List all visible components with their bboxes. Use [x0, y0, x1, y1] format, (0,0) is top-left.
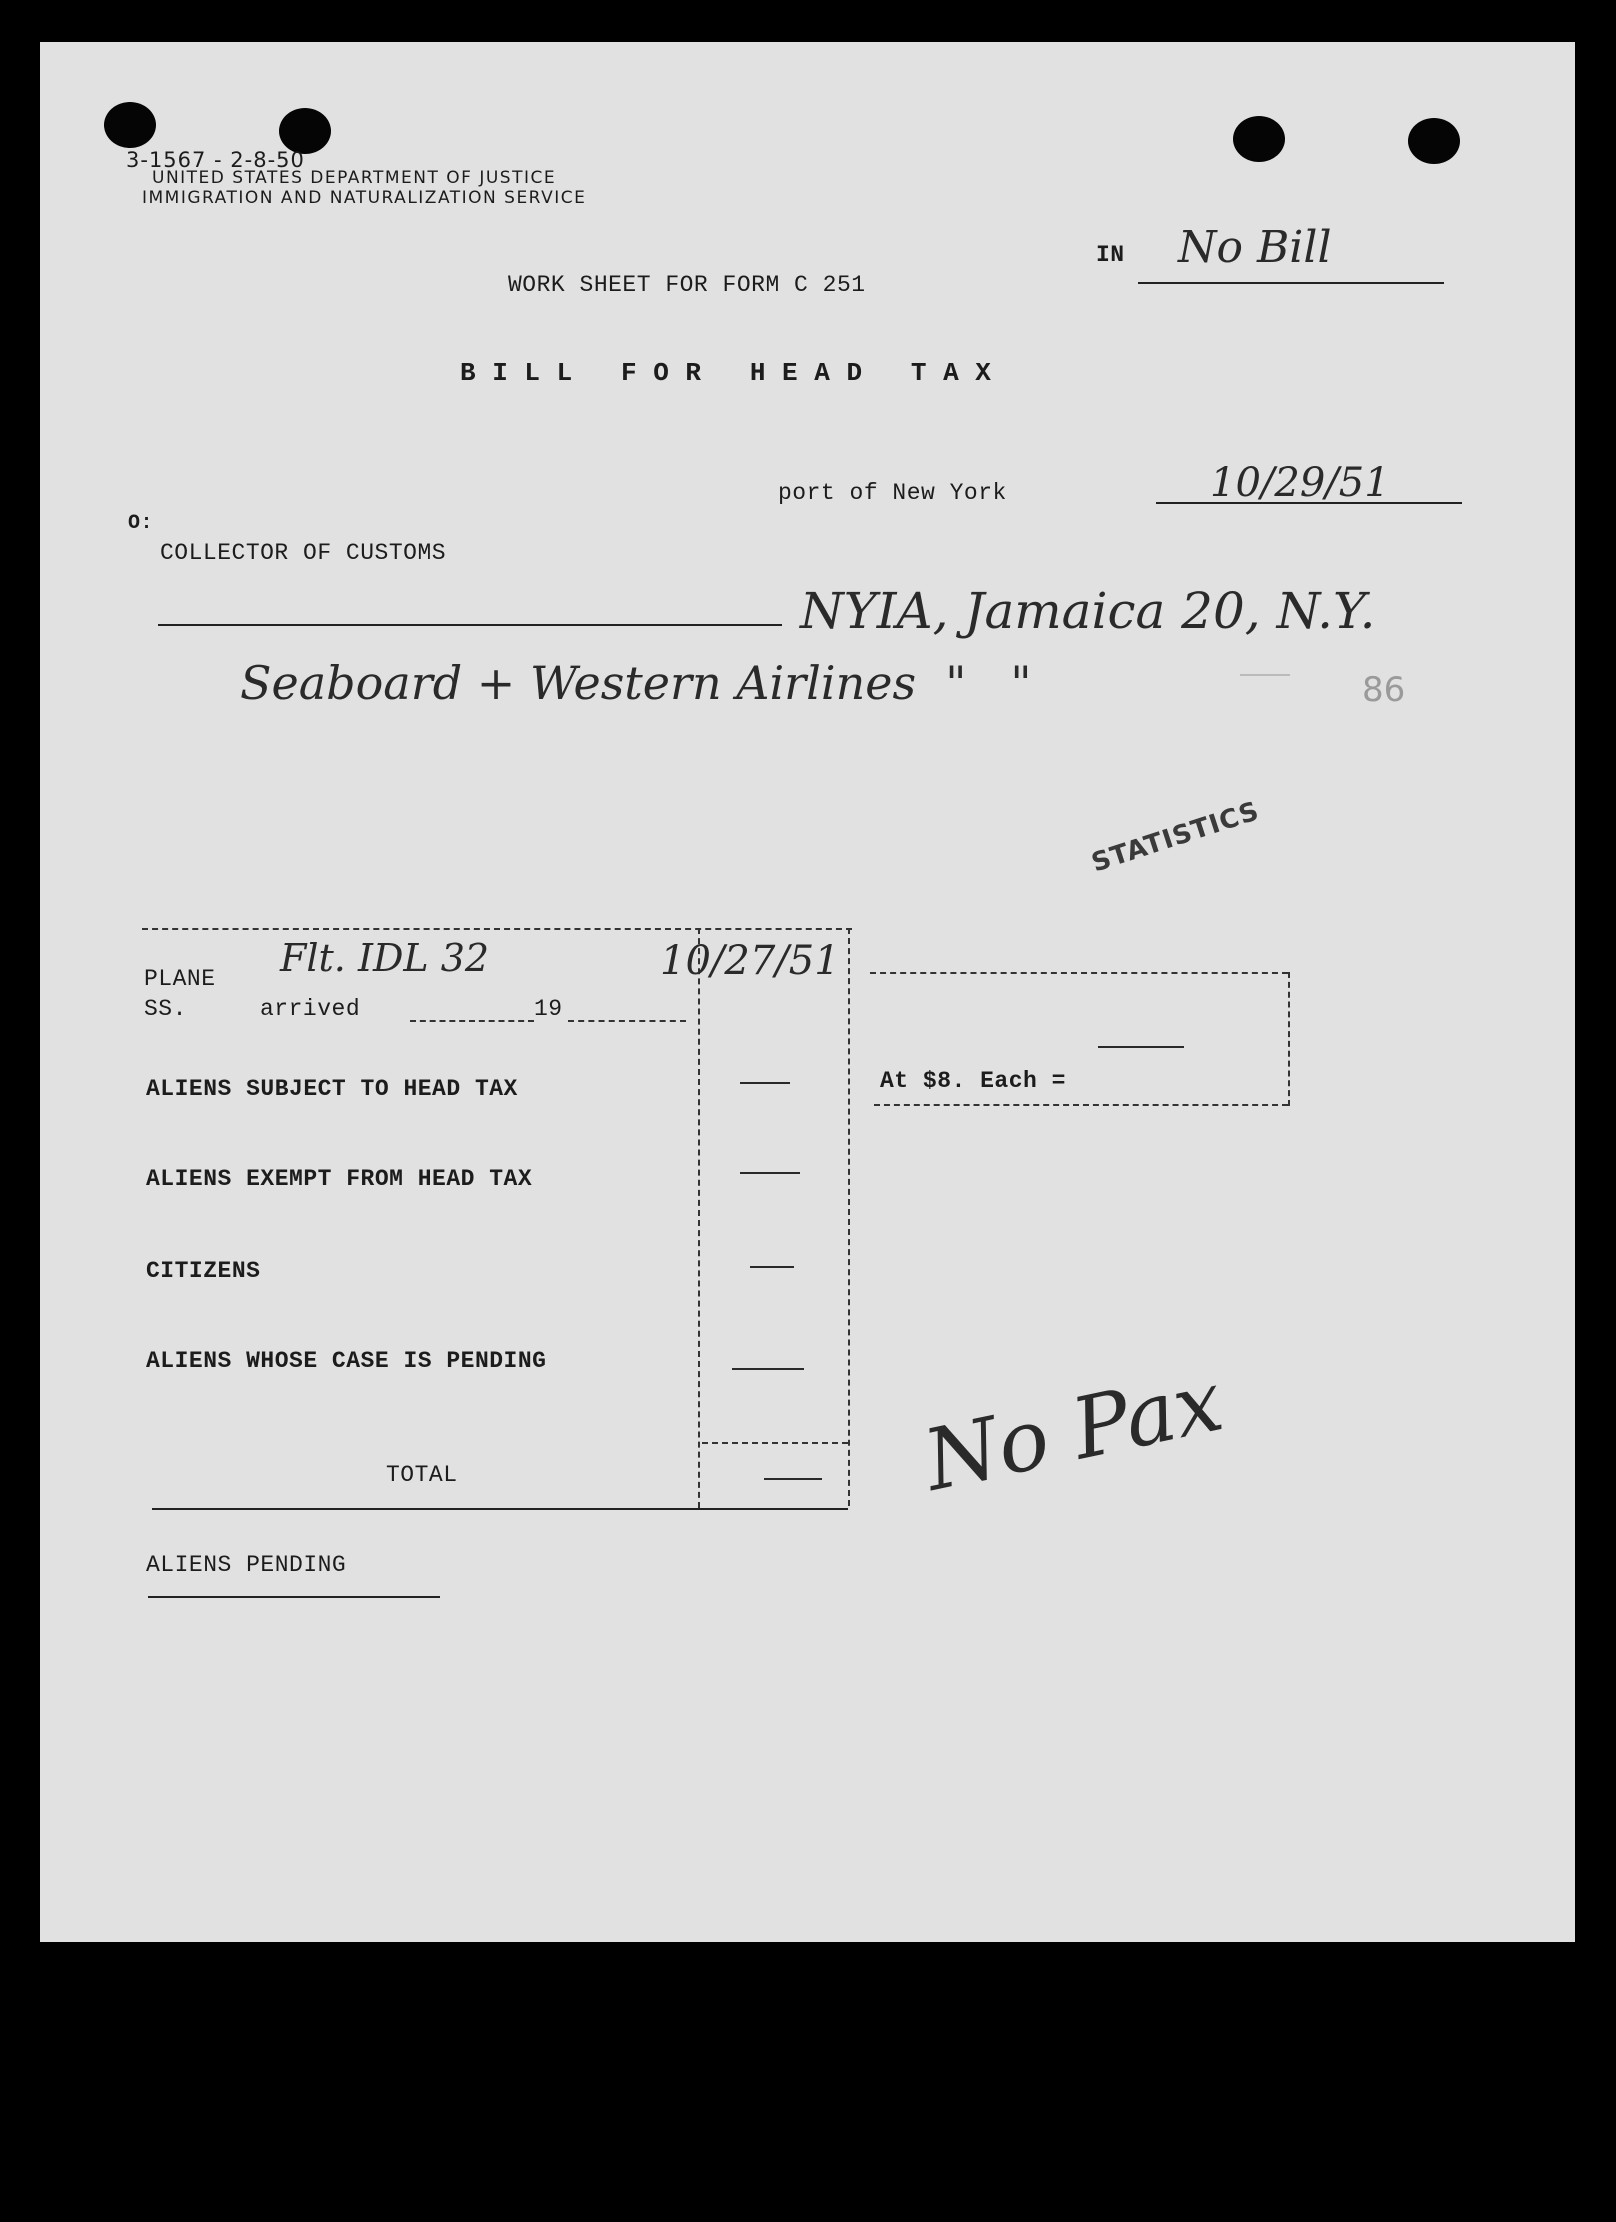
row-label-subject: ALIENS SUBJECT TO HEAD TAX: [146, 1076, 518, 1102]
form-number: 3-1567 - 2-8-50: [126, 148, 305, 172]
address-handwritten: NYIA, Jamaica 20, N.Y.: [800, 582, 1376, 640]
collector-name: COLLECTOR OF CUSTOMS: [160, 540, 447, 566]
arrival-date: 10/27/51: [660, 938, 840, 984]
aliens-pending-label: ALIENS PENDING: [146, 1552, 347, 1578]
rate-box-top: [870, 972, 1288, 974]
arrived-date-line: [410, 1020, 534, 1022]
table-divider: [698, 928, 700, 1508]
punch-hole: [104, 102, 156, 148]
date-underline: [1156, 502, 1462, 504]
total-value: [764, 1478, 822, 1480]
main-title: B I L L F O R H E A D T A X: [460, 358, 992, 388]
port-label: port of New York: [778, 480, 1007, 506]
total-label: TOTAL: [386, 1462, 458, 1488]
punch-hole: [1408, 118, 1460, 164]
in-underline: [1138, 282, 1444, 284]
row-label-citizens: CITIZENS: [146, 1258, 261, 1284]
faint-mark: [1240, 674, 1290, 676]
in-value: No Bill: [1178, 222, 1332, 273]
rate-value: [1098, 1046, 1184, 1048]
row-label-pending: ALIENS WHOSE CASE IS PENDING: [146, 1348, 547, 1374]
rate-box-bottom: [874, 1104, 1288, 1106]
bill-date: 10/29/51: [1210, 460, 1390, 506]
punch-hole: [1233, 116, 1285, 162]
table-bottom-border: [152, 1508, 848, 1510]
carrier-handwritten: Seaboard + Western Airlines " ": [240, 656, 1032, 710]
year-label: 19: [534, 996, 563, 1022]
in-label: IN: [1096, 242, 1125, 268]
table-right-border: [848, 928, 850, 1506]
arrived-year-line: [568, 1020, 686, 1022]
ss-label: SS.: [144, 996, 187, 1022]
rate-label: At $8. Each =: [880, 1068, 1066, 1094]
total-separator: [702, 1442, 848, 1444]
page-number: 86: [1362, 670, 1406, 710]
row-label-exempt: ALIENS EXEMPT FROM HEAD TAX: [146, 1166, 533, 1192]
to-label: O:: [128, 512, 154, 535]
table-top-border: [142, 928, 852, 930]
plane-value: Flt. IDL 32: [280, 936, 490, 980]
statistics-stamp: STATISTICS: [1088, 796, 1264, 879]
agency-line-1: UNITED STATES DEPARTMENT OF JUSTICE: [152, 168, 557, 188]
row-value-pending: [732, 1368, 804, 1370]
aliens-pending-underline: [148, 1596, 440, 1598]
row-value-exempt: [740, 1172, 800, 1174]
rate-box-right: [1288, 972, 1290, 1106]
agency-line-2: IMMIGRATION AND NATURALIZATION SERVICE: [142, 188, 587, 208]
row-value-subject: [740, 1082, 790, 1084]
note-handwritten: No Pax: [916, 1351, 1231, 1510]
collector-underline: [158, 624, 782, 626]
arrived-label: arrived: [260, 996, 361, 1022]
worksheet-title: WORK SHEET FOR FORM C 251: [508, 272, 866, 298]
row-value-citizens: [750, 1266, 794, 1268]
plane-label: PLANE: [144, 966, 216, 992]
document-page: [40, 42, 1575, 1942]
